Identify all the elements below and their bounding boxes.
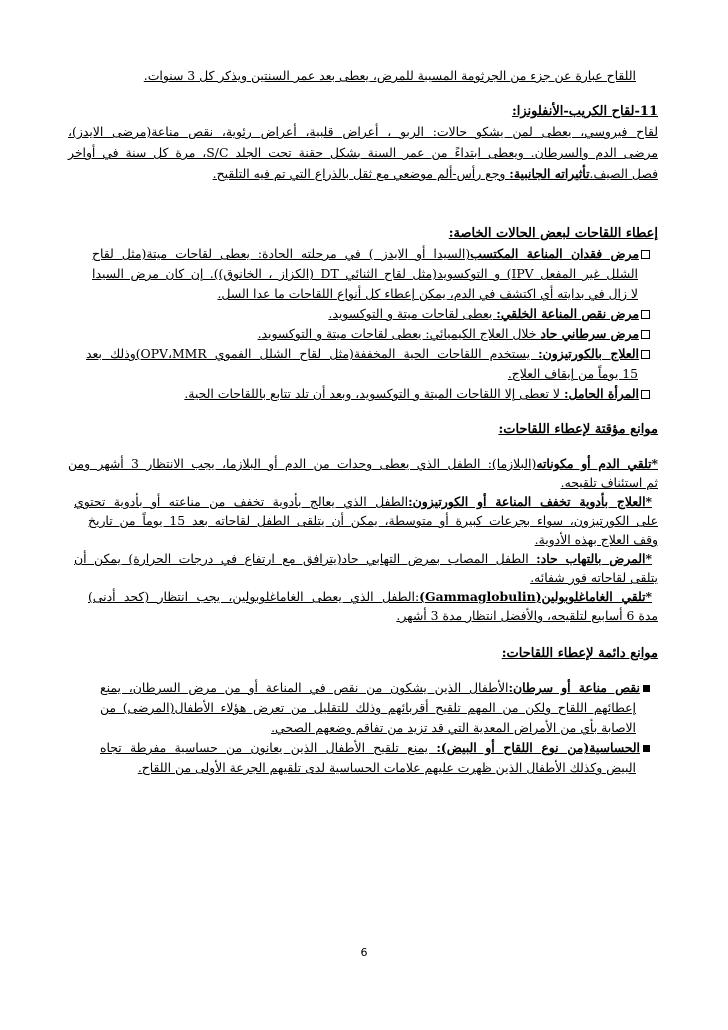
special-item-4-label: العلاج بالكورتيزون: [538,346,640,361]
temporary-line-1-text: (البلازما): الطفل الذي يعطى وحدات من الدم أو البلازما، يجب الانتظار 3 أشهر ومن [68,456,537,471]
square-bullet-icon [643,685,650,692]
special-item-2 [328,306,650,322]
checkbox-bullet-icon [641,330,650,339]
special-item-1-cont-2: لا زال في بدايته أي اكتشف في الدم، يمكن إعطاء كل أنواع اللقاحات ما عدا السل. [217,286,638,301]
checkbox-bullet-icon [641,310,650,319]
side-effects-label: تأثيراته الجانبية: [509,166,590,181]
special-item-3 [258,326,650,342]
special-item-5 [184,386,650,402]
special-item-1-text: (السيدا أو الايدز ) في مرحلته الحادة: يعطى لقاحات ميتة(مثل لقاح [92,246,471,261]
permanent-line-1-label: نقص مناعة أو سرطان: [508,680,641,695]
permanent-line-4-text: يمنع تلقيح الأطفال الذين يعانون من حساسية مفرطة تجاه [100,740,437,755]
special-item-5-label: المرأة الحامل: [563,386,639,401]
special-cases-title: إعطاء اللقاحات لبعض الحالات الخاصة: [448,226,658,241]
special-item-1 [92,246,650,262]
special-item-4 [86,346,650,362]
section-11-line-3 [213,166,658,182]
temporary-line-1 [68,456,658,472]
checkbox-bullet-icon [641,350,650,359]
special-item-3-label: مرض سرطاني حاد [540,326,639,341]
temporary-line-8-text: :الطفل الذي يعطى الغاماغلوبولين، يجب انتظار (كحد أدنى) [88,589,420,604]
special-item-4-text: يستخدم اللقاحات الحية المخففة(مثل لقاح الشلل الفموي OPV،MMR)وذلك بعد [86,346,539,361]
temporary-line-6-label: *المرض بالتهاب حاد: [536,551,652,566]
section-11-line-3-prefix: فصل الصيف. [589,166,658,181]
checkbox-bullet-icon [641,390,650,399]
permanent-title: موانع دائمة لإعطاء اللقاحات: [501,646,658,661]
section-11-line-1: لقاح فيروسي، يعطى لمن يشكو حالات: الربو ، أعراض قلبية، أعراض رئوية، نقص مناعة(مرضى الايدز)، [68,124,658,139]
temporary-line-7: يتلقى لقاحاته فور شفائه. [530,570,658,585]
special-item-2-text: يعطى لقاحات ميتة و التوكسويد. [328,306,497,321]
temporary-line-4: على الكورتيزون، سواء بجرعات كبيرة أو متوسطة، يمكن أن يتلقى الطفل لقاحاته بعد 15 يوماً من تاريخ [88,513,658,528]
permanent-line-1-text: الأطفال الذين يشكون من نقص في المناعة أو من مرض السرطان، يمنع [100,680,509,695]
permanent-line-3: الاصابة بأي من الأمراض المعدية التي قد تزيد من تفاقم وضعهم الصحي. [271,720,636,735]
temporary-line-8-label: *تلقي الغاماغلوبولين(Gammaglobulin) [419,589,653,604]
temporary-line-6-text: الطفل المصاب بمرض التهابي حاد(يترافق مع ارتفاع في درجات الحرارة) يمكن أن [74,551,537,566]
special-item-4-cont: 15 يوماً من إيقاف العلاج. [507,366,638,381]
square-bullet-icon [643,745,650,752]
temporary-line-1-label: *تلقي الدم أو مكوناته [536,456,658,471]
temporary-line-3-text: الطفل الذي يعالج بأدوية تخفف من مناعته أو بأدوية تحتوي [74,494,409,509]
temporary-line-3 [74,494,652,510]
intro-text: اللقاح عبارة عن جزء من الجرثومة المسببة للمرض، يعطى بعد عمر السنتين ويذكر كل 3 سنوات. [143,68,636,83]
permanent-line-2: إعطائهم اللقاح ولكن من المهم تلقيح أقربائهم وذلك للتقليل من تعرض هؤلاء الأطفال(المرضى) من [100,700,636,715]
temporary-title: موانع مؤقتة لإعطاء اللقاحات: [498,422,658,437]
temporary-line-2: ثم استئناف تلقيحه. [560,475,658,490]
page-number: 6 [360,946,368,959]
permanent-line-1 [100,680,650,696]
temporary-line-8 [88,589,652,605]
special-item-1-cont-1: الشلل غير المفعل IPV) و التوكسويد(مثل لقاح الثنائي DT (الكزاز ، الخانوق)). إن كان مرض السيدا [92,266,639,281]
temporary-line-6 [74,551,652,567]
special-item-5-text: لا تعطى إلا اللقاحات الميتة و التوكسويد، وبعد أن تلد تتابع باللقاحات الحية. [184,386,564,401]
special-item-2-label: مرض نقص المناعة الخلقي: [496,306,639,321]
temporary-line-5: وقف العلاج بهذه الأدوية. [534,532,658,547]
section-11-line-2: مرضى الدم والسرطان. ويعطى ابتداءً من عمر السنة بشكل حقنة تحت الجلد S/C، مرة كل سنة في أواخر [68,145,659,160]
temporary-line-9: مدة 6 أسابيع لتلقيحه، والأفضل انتظار مدة 3 أشهر. [396,608,658,623]
special-item-1-label: مرض فقدان المناعة المكتسب [470,246,639,261]
special-item-3-text: خلال العلاج الكيميائي: يعطى لقاحات ميتة و التوكسويد. [257,326,541,341]
checkbox-bullet-icon [641,250,650,259]
temporary-line-3-label: *العلاج بأدوية تخفف المناعة أو الكورتيزون: [408,494,652,509]
permanent-line-4-label: الحساسية(من نوع اللقاح أو البيض): [436,740,640,755]
side-effects-text: وجع رأس-ألم موضعي مع ثقل بالذراع التي تم فيه التلقيح. [212,166,510,181]
section-11-title: 11-لقاح الكريب-الأنفلونزا: [511,104,658,119]
permanent-line-5: البيض وكذلك الأطفال الذين ظهرت عليهم علامات الحساسية لدى تلقيهم الجرعة الأولى من اللقاح. [137,760,636,775]
permanent-line-4 [100,740,650,756]
